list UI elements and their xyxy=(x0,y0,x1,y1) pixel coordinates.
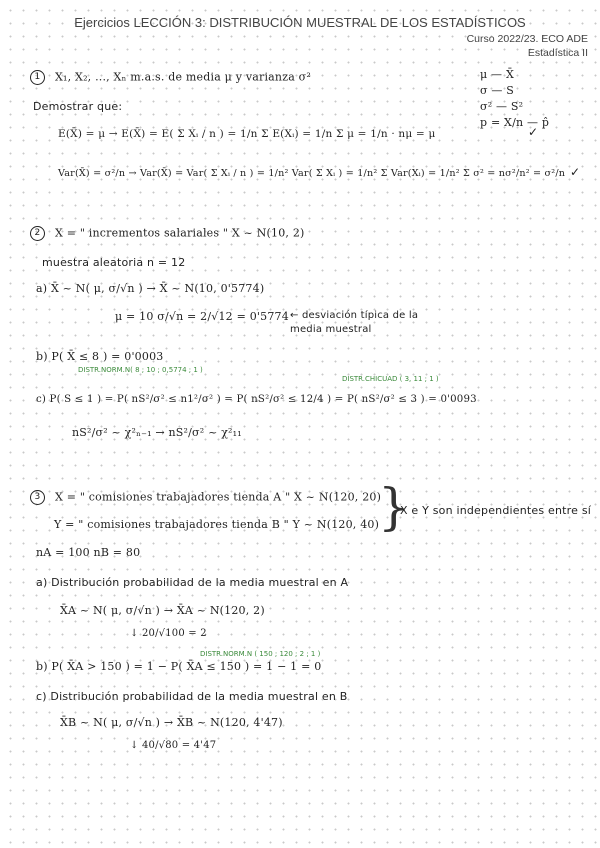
part-a-note: ← desviación típica de la xyxy=(290,310,419,321)
subject-label: Estadística II xyxy=(527,47,588,59)
variance-equation: Var(X̄) = σ²/n → Var(X̄) = Var( Σ Xᵢ / n ) = 1/n² Var( Σ Xᵢ ) = 1/n² Σ Var(Xᵢ) = 1/n² Σ σ² = nσ²/n² = σ²/n xyxy=(58,168,566,179)
part-c-chi-square: nS²/σ² ~ χ²ₙ₋₁ → nS²/σ² ~ χ²₁₁ xyxy=(72,426,242,439)
estimator-map-4: p = X/n — p̂ xyxy=(480,116,550,129)
exercise-2-number: 2 xyxy=(30,226,45,241)
exercise-1-statement: 1 X₁, X₂, ..., Xₙ m.a.s. de media μ y varianza σ² xyxy=(30,70,311,85)
exercise-3-x-definition: 3 X = " comisiones trabajadores tienda A " X ~ N(120, 20) xyxy=(30,490,381,505)
part-a-distribution: a) X̄ ~ N( μ, σ/√n ) → X̄ ~ N(10, 0'5774) xyxy=(36,282,265,295)
independence-note: X e Y son independientes entre sí xyxy=(400,504,592,517)
sample-size: muestra aleatoria n = 12 xyxy=(42,256,186,269)
check-mark-1: ✓ xyxy=(528,125,539,139)
course-label: Curso 2022/23. ECO ADE xyxy=(466,33,588,45)
part-b-formula: DISTR.NORM.N( 8 ; 10 ; 0,5774 ; 1 ) xyxy=(78,366,203,374)
exercise-3-y-definition: Y = " comisiones trabajadores tienda B " Y ~ N(120, 40) xyxy=(54,518,380,531)
estimator-map-1: μ — X̄ xyxy=(480,68,514,81)
estimator-map-2: σ — S xyxy=(480,84,515,97)
part-c-heading: c) Distribución probabilidad de la media muestral en B xyxy=(36,690,348,703)
brace: } xyxy=(378,478,410,536)
estimator-map-3: σ² — S² xyxy=(480,100,524,113)
part-b-probability-ex3: b) P( X̄A > 150 ) = 1 − P( X̄A ≤ 150 ) = 1 − 1 = 0 xyxy=(36,660,322,673)
exercise-2-statement: 2 X = " incrementos salariales " X ~ N(10, 2) xyxy=(30,226,305,241)
part-a-heading: a) Distribución probabilidad de la media muestral en A xyxy=(36,576,349,589)
part-c-calculation: ↓ 40/√80 = 4'47 xyxy=(130,740,217,751)
part-b-probability: b) P( X̄ ≤ 8 ) = 0'0003 xyxy=(36,350,164,363)
exercise-3-number: 3 xyxy=(30,490,45,505)
expectation-equation: E(X̄) = μ → E(X̄) = E( Σ Xᵢ / n ) = 1/n Σ E(Xᵢ) = 1/n Σ μ = 1/n · nμ = μ xyxy=(58,128,436,140)
sample-sizes: nA = 100 nB = 80 xyxy=(36,546,141,559)
part-c-mean-distribution: X̄B ~ N( μ, σ/√n ) → X̄B ~ N(120, 4'47) xyxy=(60,716,283,729)
page-title: Ejercicios LECCIÓN 3: DISTRIBUCIÓN MUESTRAL DE LOS ESTADÍSTICOS xyxy=(74,15,526,30)
part-a-calculation: ↓ 20/√100 = 2 xyxy=(130,628,207,639)
part-c-formula: DISTR.CHICUAD ( 3, 11 ; 1 ) xyxy=(342,375,439,383)
check-mark-2: ✓ xyxy=(570,165,581,179)
part-c-probability: c) P( S ≤ 1 ) = P( nS²/σ² ≤ n1²/σ² ) = P( nS²/σ² ≤ 12/4 ) = P( nS²/σ² ≤ 3 ) = 0'0093 xyxy=(36,394,477,405)
exercise-1-number: 1 xyxy=(30,70,45,85)
part-a-mean-distribution: X̄A ~ N( μ, σ/√n ) → X̄A ~ N(120, 2) xyxy=(60,604,265,617)
prove-label: Demostrar que: xyxy=(33,100,123,113)
part-b-formula-ex3: DISTR.NORM.N ( 150 ; 120 ; 2 ; 1 ) xyxy=(200,650,321,658)
part-a-note-2: media muestral xyxy=(290,324,372,335)
part-a-standard-error: μ = 10 σ/√n = 2/√12 = 0'5774 xyxy=(115,310,289,323)
